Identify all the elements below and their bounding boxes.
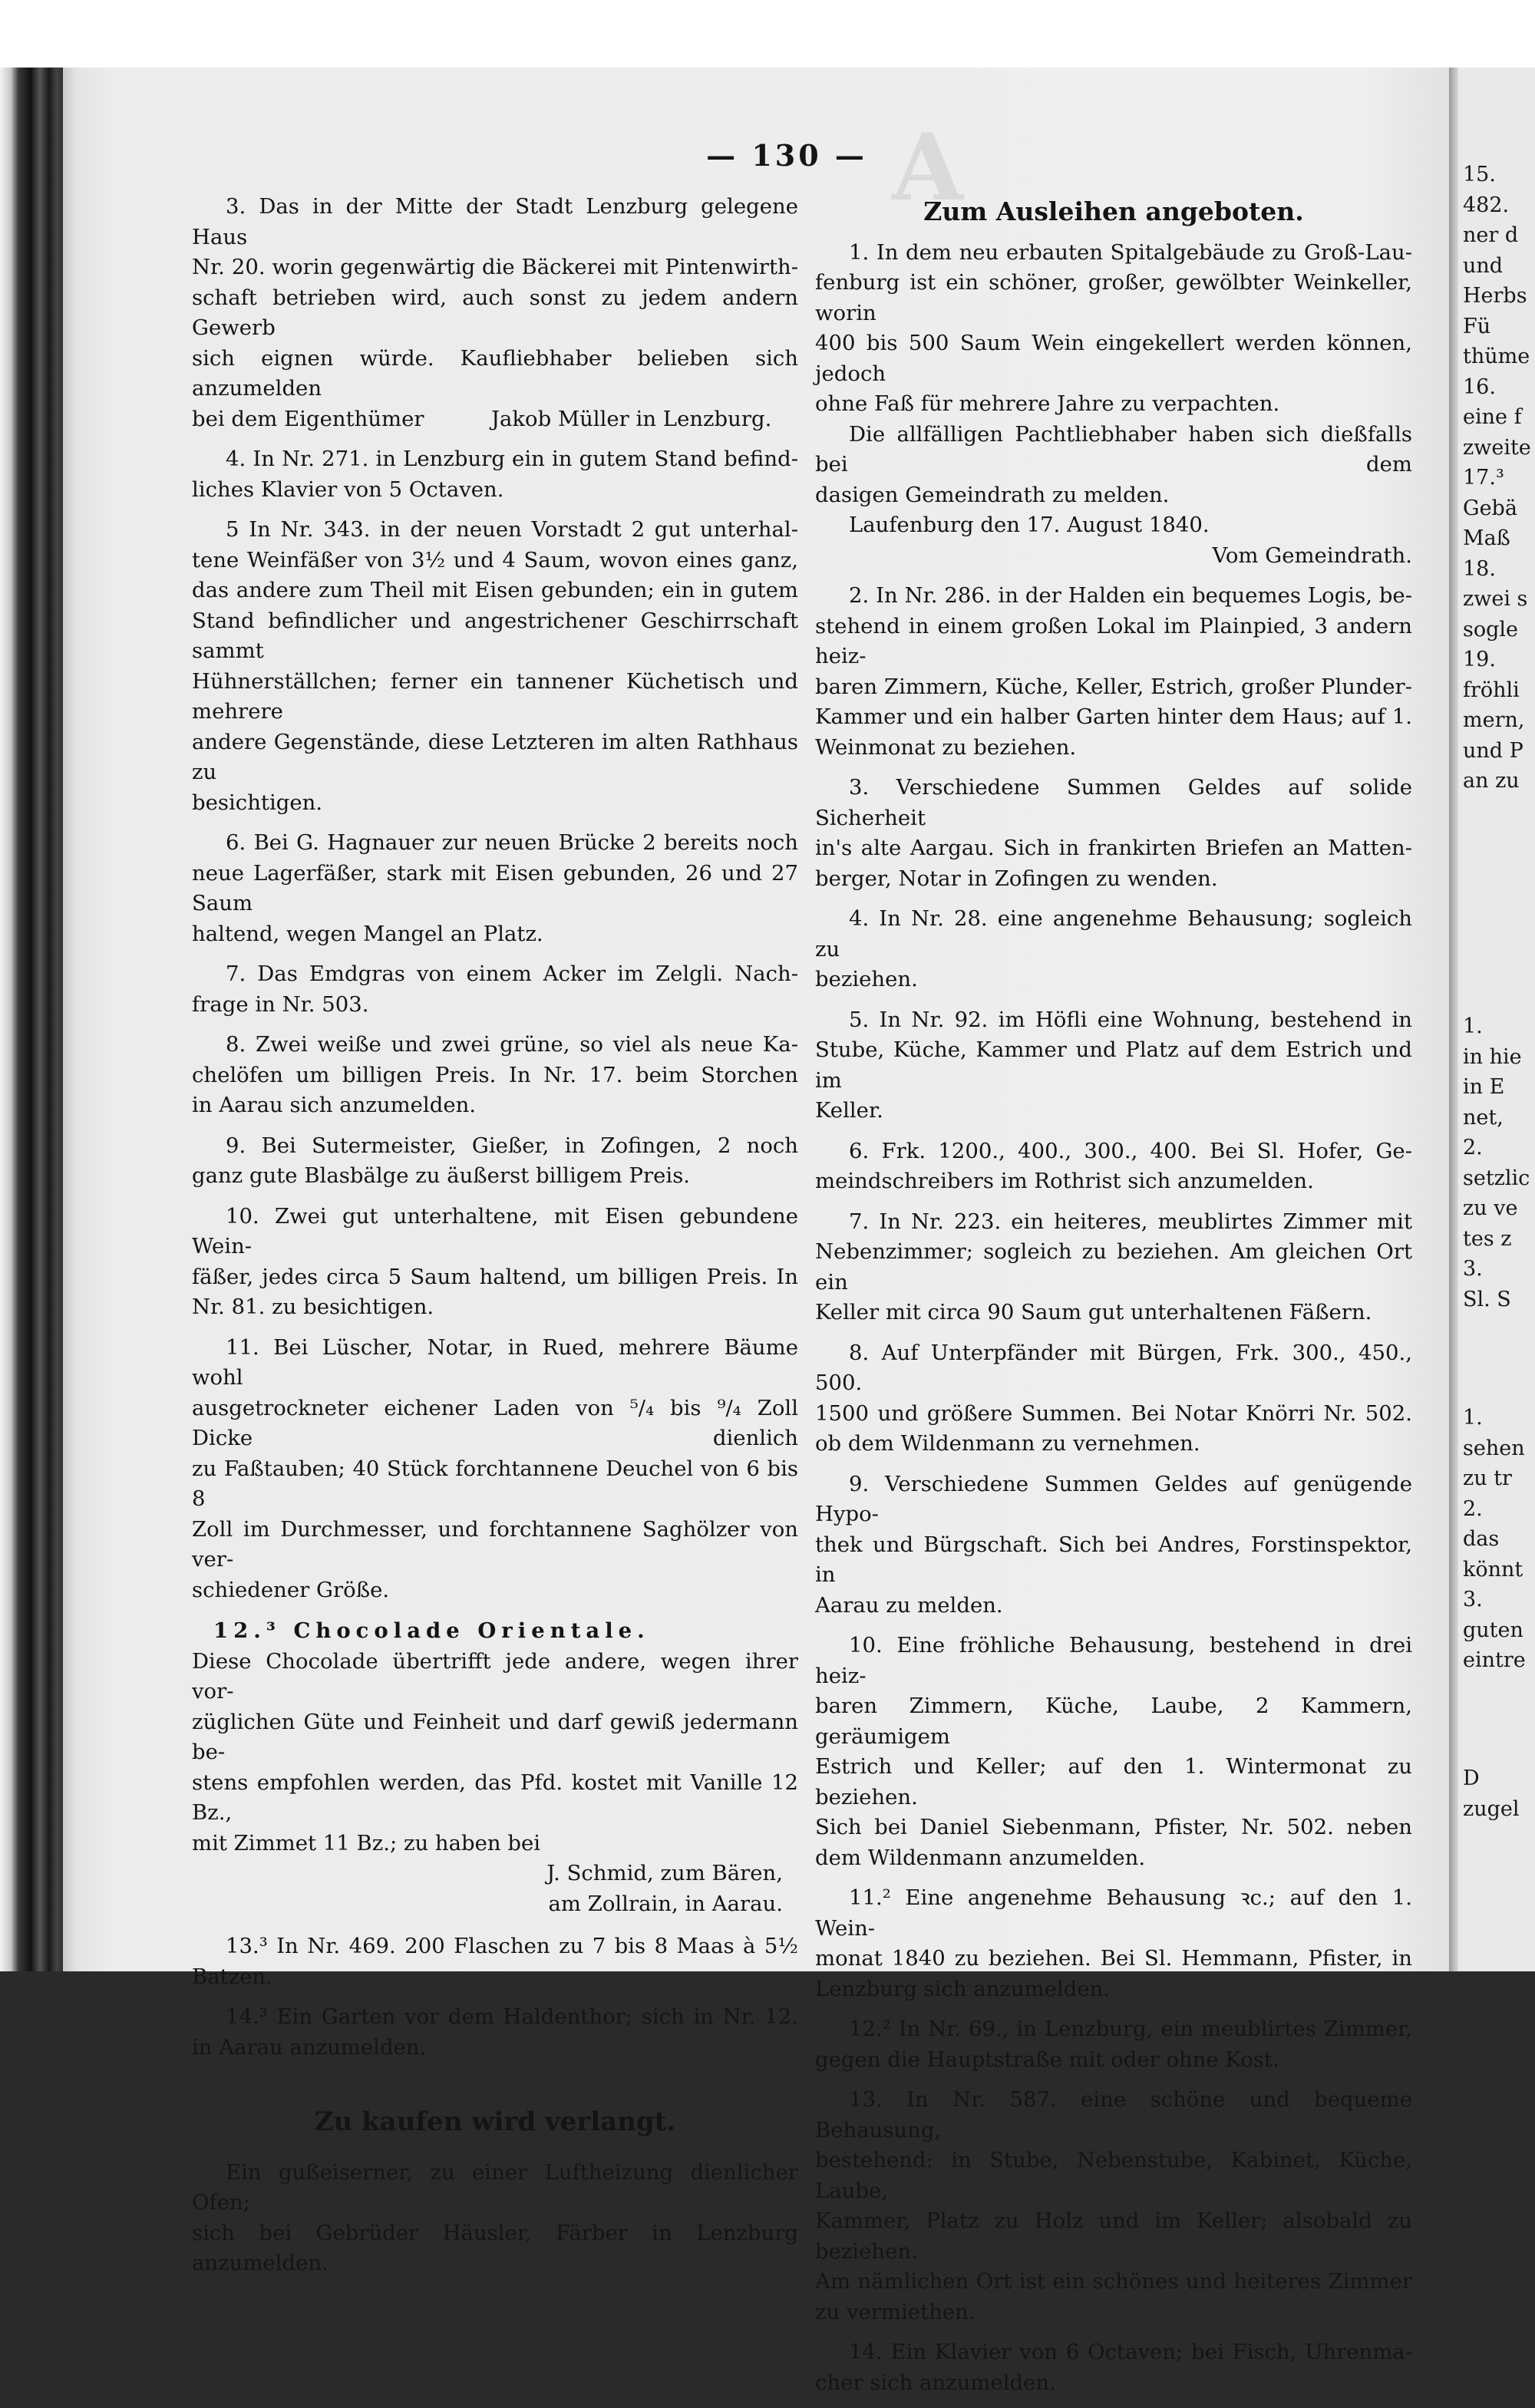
right-entry-line: 10. Eine fröhliche Behausung, bestehend in drei heiz- [815,1633,1412,1688]
right-entry-line: Estrich und Keller; auf den 1. Wintermonat zu beziehen. [815,1754,1412,1809]
right-entry-1-date: Laufenburg den 17. August 1840. [849,513,1210,537]
next-page-fragment-line: 2. [1463,1496,1483,1521]
left-entry-line: 10. Zwei gut unterhaltene, mit Eisen gebundene Wein- [192,1203,798,1258]
right-entry-line: stehend in einem großen Lokal im Plainpied, 3 andern heiz- [815,613,1412,668]
right-entry-line: in's alte Aargau. Sich in frankirten Briefen an Matten- [815,836,1412,860]
right-entry-line: beziehen. [815,967,918,991]
next-page-block-2 [1463,1011,1530,1315]
next-page-fragment-line: setzlic [1463,1166,1530,1190]
next-page-fragment [1458,68,1535,1971]
left-entry-line: Nr. 20. worin gegenwärtig die Bäckerei mit Pintenwirth- [192,255,798,279]
next-page-fragment-line: 1. [1463,1014,1483,1038]
right-entry-line: berger, Notar in Zofingen zu wenden. [815,866,1218,891]
right-entry-line: baren Zimmern, Küche, Keller, Estrich, großer Plunder- [815,674,1412,699]
left-entry-line: schaft betrieben wird, auch sonst zu jedem andern Gewerb [192,285,798,340]
left-entry-line: 11. Bei Lüscher, Notar, in Rued, mehrere Bäume wohl [192,1334,798,1390]
left-entry-line: besichtigen. [192,790,323,815]
right-entry [815,2014,1412,2075]
left-entry [192,2002,798,2063]
left-entry-line: andere Gegenstände, diese Letzteren im alten Rathhaus zu [192,729,798,784]
right-entry-line: 11.² Eine angenehme Behausung ꝛc.; auf den 1. Wein- [815,1885,1412,1941]
chocolade-advert [192,1616,798,1919]
right-entry-line: Sich bei Daniel Siebenmann, Pfister, Nr. 502. neben [815,1815,1412,1839]
right-entry-line: Stube, Küche, Kammer und Platz auf dem Estrich und im [815,1037,1412,1093]
next-page-fragment-line: Gebä [1463,496,1517,520]
right-entry-line: 3. Verschiedene Summen Geldes auf solide Sicherheit [815,775,1412,830]
left-entry-line: neue Lagerfäßer, stark mit Eisen gebunden, 26 und 27 Saum [192,860,798,915]
right-entry-1-line: 400 bis 500 Saum Wein eingekellert werden können, jedoch [815,331,1412,386]
right-entry-line: Am nämlichen Ort ist ein schönes und heiteres Zimmer [815,2269,1412,2294]
left-entry-line: 14.³ Ein Garten vor dem Haldenthor; sich in Nr. 12. [226,2004,798,2029]
next-page-fragment-line: Fü [1463,314,1491,338]
right-entry [815,2337,1412,2398]
left-entry-line: Nr. 81. zu besichtigen. [192,1295,434,1319]
left-column [192,192,798,2289]
left-entry-list-2 [192,1931,798,2063]
left-entry-line: 3. Das in der Mitte der Stadt Lenzburg gelegene Haus [192,194,798,249]
chocolade-heading: 12.³ Chocolade Orientale. [213,1618,650,1643]
next-page-fragment-line: Maß [1463,526,1510,550]
right-entry [815,773,1412,894]
next-page-fragment-line: 3. [1463,1257,1483,1281]
right-entry-line: ob dem Wildenmann zu vernehmen. [815,1431,1200,1456]
left-entry-signature: bei dem Eigenthümer Jakob Müller in Lenzburg. [192,406,772,431]
book-spine-gutter [0,68,63,1971]
right-entry-1-line: 1. In dem neu erbauten Spitalgebäude zu Groß-Lau- [849,239,1412,265]
left-entry-line: zu Faßtauben; 40 Stück forchtannene Deuchel von 6 bis 8 [192,1456,798,1511]
right-entry [815,1631,1412,1873]
next-page-fragment-line: das [1463,1527,1500,1551]
right-entry-line: 2. In Nr. 286. in der Halden ein bequemes Logis, be- [849,583,1412,608]
next-page-fragment-line: zwei s [1463,587,1528,611]
next-page-fragment-line: 3. [1463,1588,1483,1611]
left-entry-line: 8. Zwei weiße und zwei grüne, so viel als neue Ka- [226,1032,798,1057]
next-page-fragment-line: fröhli [1463,678,1520,702]
next-page-fragment-line: D [1463,1766,1480,1790]
chocolade-line: züglichen Güte und Feinheit und darf gewiß jedermann be- [192,1709,798,1764]
next-page-fragment-line: ner d [1463,223,1519,247]
left-entry-line: Zoll im Durchmesser, und forchtannene Saghölzer von ver- [192,1516,798,1572]
right-column [815,192,1412,2408]
right-entry-line: 5. In Nr. 92. im Höfli eine Wohnung, bestehend in [849,1007,1412,1032]
next-page-fragment-line: und P [1463,738,1523,763]
next-page-fragment-line: in hie [1463,1044,1522,1069]
right-entry [815,904,1412,995]
right-entry-line: Weinmonat zu beziehen. [815,734,1077,760]
right-entry-line: thek und Bürgschaft. Sich bei Andres, Forstinspektor, in [815,1532,1412,1587]
right-entry-line: cher sich anzumelden. [815,2370,1056,2395]
next-page-block-4 [1463,1763,1520,1824]
left-entry-line: 4. In Nr. 271. in Lenzburg ein in gutem Stand befind- [226,447,798,471]
right-entry [815,2085,1412,2327]
right-entry [815,581,1412,763]
next-page-fragment-line: zugel [1463,1796,1520,1821]
right-entry-line: zu vermiethen. [815,2299,975,2324]
next-page-fragment-line: tes z [1463,1226,1512,1251]
right-entry-1-notice-line: Die allfälligen Pachtliebhaber haben sich dießfalls bei dem [815,421,1412,477]
next-page-block-1 [1463,160,1531,797]
next-page-fragment-line: 2. [1463,1136,1483,1159]
right-entry-1-notice-line: dasigen Gemeindrath zu melden. [815,482,1170,507]
chocolade-text [192,1647,798,1859]
next-page-fragment-line: Sl. S [1463,1287,1511,1311]
right-entry-line: Kammer, Platz zu Holz und im Keller; alsobald zu beziehen. [815,2208,1412,2264]
next-page-fragment-line: Herbs [1463,284,1527,308]
right-entry [815,1005,1412,1126]
chocolade-signature-2: am Zollrain, in Aarau. [548,1891,783,1916]
section-title-kaufen: Zu kaufen wird verlangt. [314,2106,676,2137]
next-page-fragment-line: net, [1463,1105,1504,1130]
right-entry-line: Keller mit circa 90 Saum gut unterhaltenen Fäßern. [815,1300,1372,1324]
left-entry [192,959,798,1020]
page-edge [1449,68,1458,1971]
next-page-fragment-line: mern, [1463,708,1525,732]
right-entry-line: Lenzburg sich anzumelden. [815,1976,1111,2001]
left-entry [192,1030,798,1121]
next-page-fragment-line: 17.³ [1463,466,1504,490]
next-page-block-3 [1463,1403,1526,1676]
right-entry-line: bestehend: in Stube, Nebenstube, Kabinet, Küche, Laube, [815,2148,1412,2203]
chocolade-line: stens empfohlen werden, das Pfd. kostet mit Vanille 12 Bz., [192,1770,798,1825]
section-title-ausleihen: Zum Ausleihen angeboten. [923,196,1304,226]
right-entry-line: Kammer und ein halber Garten hinter dem Haus; auf 1. [815,704,1412,729]
left-entry-line: 13.³ In Nr. 469. 200 Flaschen zu 7 bis 8 Maas à 5½ [226,1934,798,1958]
right-entry-line: dem Wildenmann anzumelden. [815,1845,1146,1870]
left-entry-line: schiedener Größe. [192,1577,390,1602]
right-entry-line: Keller. [815,1098,883,1123]
left-entry [192,444,798,505]
next-page-fragment-line: eine f [1463,405,1522,429]
kaufen-advert [192,2158,798,2279]
right-entry-list [815,581,1412,2398]
left-entry-line: in Aarau anzumelden. [192,2034,427,2060]
left-entry-line: frage in Nr. 503. [192,991,369,1017]
right-entry-line: gegen die Hauptstraße mit oder ohne Kost. [815,2047,1279,2072]
right-entry-line: 12.² In Nr. 69., in Lenzburg, ein meublirtes Zimmer, [849,2017,1412,2041]
right-entry-line: 8. Auf Unterpfänder mit Bürgen, Frk. 300., 450., 500. [815,1340,1412,1395]
left-entry-line: ausgetrockneter eichener Laden von ⁵/₄ bis ⁹/₄ Zoll Dicke dienlich [192,1395,798,1450]
left-entry-line: fäßer, jedes circa 5 Saum haltend, um billigen Preis. In [192,1264,798,1289]
left-entry-line: liches Klavier von 5 Octaven. [192,477,504,502]
left-entry-line: das andere zum Theil mit Eisen gebunden; ein in gutem [192,578,798,602]
bleed-through-mark: A [892,114,964,222]
next-page-fragment-line: sehen [1463,1436,1525,1460]
right-entry-line: Nebenzimmer; sogleich zu beziehen. Am gleichen Ort ein [815,1239,1412,1295]
left-entry-line: 7. Das Emdgras von einem Acker im Zelgli. Nach- [226,962,798,986]
right-entry [815,1883,1412,2004]
kaufen-line: sich bei Gebrüder Häusler, Färber in Lenzburg anzumelden. [192,2220,798,2275]
next-page-fragment-line: 482. [1463,193,1510,217]
right-entry-line: 6. Frk. 1200., 400., 300., 400. Bei Sl. Hofer, Ge- [849,1138,1412,1163]
next-page-fragment-line: 18. [1463,556,1496,581]
scan-background-top [0,0,1535,68]
right-entry-line: 13. In Nr. 587. eine schöne und bequeme Behausung, [815,2087,1412,2142]
next-page-fragment-line: könnt [1463,1557,1523,1582]
next-page-fragment-line: zu tr [1463,1466,1512,1490]
next-page-fragment-line: eintre [1463,1648,1526,1672]
left-entry-line: 6. Bei G. Hagnauer zur neuen Brücke 2 bereits noch [226,830,798,855]
left-entry [192,828,798,949]
next-page-fragment-line: 1. [1463,1406,1483,1430]
next-page-fragment-line: und [1463,253,1504,278]
next-page-fragment-line: guten [1463,1618,1523,1642]
left-entry [192,1202,798,1323]
page-number: — 130 — [706,138,867,173]
right-entry-line: 4. In Nr. 28. eine angenehme Behausung; sogleich zu [815,906,1412,962]
next-page-fragment-line: 19. [1463,648,1496,671]
left-entry [192,192,798,434]
left-entry-list [192,192,798,1605]
right-entry-line: baren Zimmern, Küche, Laube, 2 Kammern, geräumigem [815,1694,1412,1749]
left-entry-line: ganz gute Blasbälge zu äußerst billigem Preis. [192,1163,691,1188]
left-entry-line: chelöfen um billigen Preis. In Nr. 17. beim Storchen [192,1062,798,1087]
right-entry-line: meindschreibers im Rothrist sich anzumelden. [815,1169,1314,1193]
left-entry-line: tene Weinfäßer von 3½ und 4 Saum, wovon eines ganz, [192,547,798,572]
right-entry-line: monat 1840 zu beziehen. Bei Sl. Hemmann, Pfister, in [815,1946,1412,1971]
right-entry-line: 9. Verschiedene Summen Geldes auf genügende Hypo- [815,1471,1412,1526]
next-page-fragment-line: an zu [1463,769,1520,793]
next-page-fragment-line: zu ve [1463,1196,1518,1220]
right-entry-1-signature: Vom Gemeindrath. [1212,543,1412,568]
left-entry-line: Batzen. [192,1964,272,1989]
left-entry [192,1931,798,1992]
left-entry [192,1131,798,1192]
left-entry-line: 9. Bei Sutermeister, Gießer, in Zofingen, 2 noch [226,1133,798,1158]
next-page-fragment-line: in E [1463,1075,1505,1099]
next-page-fragment-line: 15. [1463,163,1496,186]
next-page-fragment-line: sogle [1463,617,1519,642]
right-entry-1 [815,238,1412,572]
left-entry-line: in Aarau sich anzumelden. [192,1093,477,1117]
right-entry [815,1338,1412,1460]
left-entry-line: Hühnerställchen; ferner ein tannener Küchetisch und mehrere [192,668,798,724]
right-entry-line: Aarau zu melden. [815,1592,1003,1618]
next-page-fragment-line: 16. [1463,374,1496,399]
right-entry [815,1207,1412,1328]
left-entry-line: sich eignen würde. Kaufliebhaber belieben sich anzumelden [192,345,798,401]
left-entry-line: 5 In Nr. 343. in der neuen Vorstadt 2 gut unterhal- [226,517,798,542]
chocolade-line: Diese Chocolade übertrifft jede andere, wegen ihrer vor- [192,1648,798,1704]
left-entry-line: haltend, wegen Mangel an Platz. [192,921,543,946]
right-entry [815,1136,1412,1197]
next-page-fragment-line: zweite [1463,435,1531,460]
right-entry-1-text [815,238,1412,420]
kaufen-line: Ein gußeiserner, zu einer Luftheizung dienlicher Ofen; [192,2159,798,2215]
left-entry-line: Stand befindlicher und angestrichener Geschirrschaft sammt [192,608,798,663]
right-entry-1-line: fenburg ist ein schöner, großer, gewölbter Weinkeller, worin [815,270,1412,325]
next-page-fragment-line: thüme [1463,345,1530,368]
right-entry-1-line: ohne Faß für mehrere Jahre zu verpachten. [815,391,1280,416]
right-entry [815,1470,1412,1621]
chocolade-line: mit Zimmet 11 Bz.; zu haben bei [192,1830,541,1855]
right-entry-1-notice [815,420,1412,511]
left-entry [192,1333,798,1606]
right-entry-line: 7. In Nr. 223. ein heiteres, meublirtes Zimmer mit [849,1209,1412,1234]
right-entry-line: 1500 und größere Summen. Bei Notar Knörri Nr. 502. [815,1400,1412,1426]
right-entry-line: 14. Ein Klavier von 6 Octaven; bei Fisch, Uhrenma- [849,2340,1412,2364]
chocolade-signature-1: J. Schmid, zum Bären, [546,1861,783,1885]
left-entry [192,515,798,818]
